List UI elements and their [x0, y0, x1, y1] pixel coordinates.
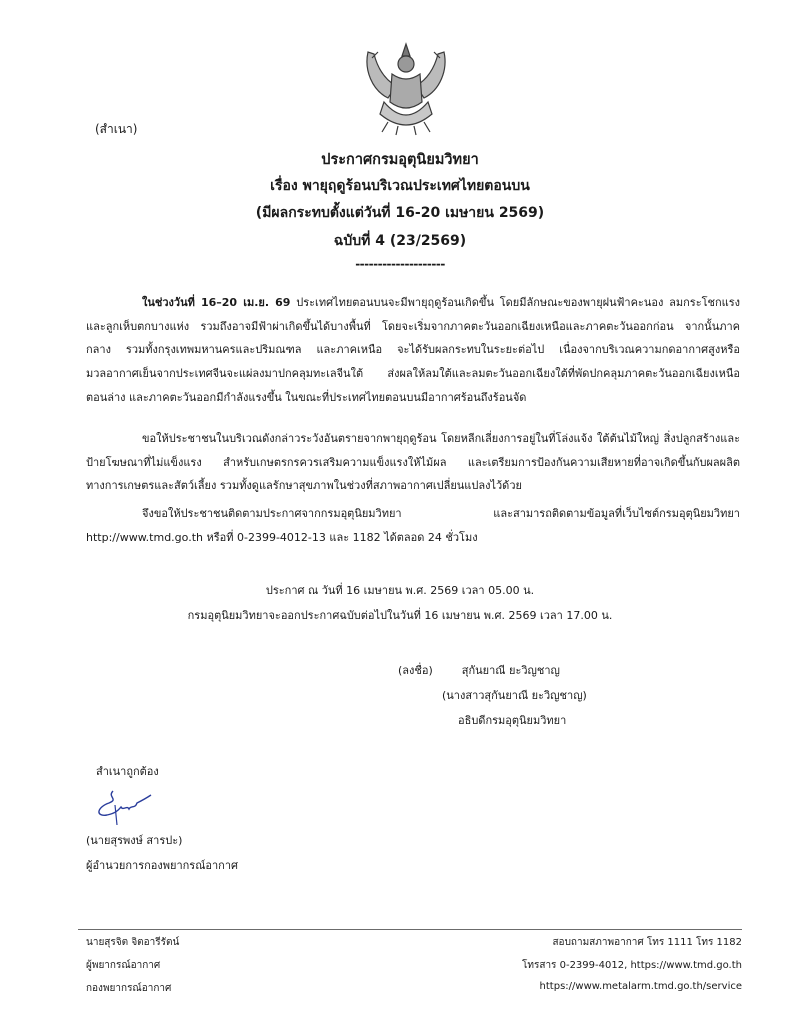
certified-copy-label: สำเนาถูกต้อง — [96, 765, 159, 778]
signatory-full-name: (นางสาวสุกันยาณี ยะวิญชาญ) — [442, 689, 587, 702]
footer-forecaster-name: นายสุรจิต จิตอารีรัตน์ — [86, 937, 180, 948]
signed-label: (ลงชื่อ) — [398, 664, 433, 677]
footer-forecaster-role: ผู้พยากรณ์อากาศ — [86, 960, 161, 971]
paragraph-lead: ในช่วงวันที่ 16–20 เม.ย. 69 — [142, 296, 291, 309]
issued-datetime: ประกาศ ณ วันที่ 16 เมษายน พ.ศ. 2569 เวลา 05.00 น. — [265, 584, 535, 597]
footer-division: กองพยากรณ์อากาศ — [86, 983, 172, 994]
footer-phone: สอบถามสภาพอากาศ โทร 1111 โทร 1182 — [552, 937, 742, 948]
document-title: ประกาศกรมอุตุนิยมวิทยา — [321, 152, 479, 168]
footer-fax-website: โทรสาร 0-2399-4012, https://www.tmd.go.th — [522, 960, 742, 971]
paragraph-contact — [86, 502, 740, 549]
footer-divider — [78, 929, 742, 930]
effective-period: (มีผลกระทบตั้งแต่วันที่ 16-20 เมษายน 2569) — [255, 205, 545, 221]
paragraph-warning — [86, 427, 740, 498]
document-subject: เรื่อง พายุฤดูร้อนบริเวณประเทศไทยตอนบน — [270, 178, 530, 194]
issue-number: ฉบับที่ 4 (23/2569) — [333, 233, 467, 249]
title-separator: -------------------- — [355, 257, 445, 271]
signatory-position: อธิบดีกรมอุตุนิยมวิทยา — [458, 714, 567, 727]
paragraph-forecast — [86, 291, 740, 410]
certifier-position: ผู้อำนวยการกองพยากรณ์อากาศ — [86, 859, 239, 872]
paragraph-text: ขอให้ประชาชนในบริเวณดังกล่าวระวังอันตรายจากพายุฤดูร้อน โดยหลีกเลี่ยงการอยู่ในที่โล่งแจ้ง ใต้ต้นไม้ใหญ่ สิ่งปลูกสร้างและป้ายโฆษณาที่ไม่แข็งแรง สำหรับเกษตรกรควรเสริมความแข็งแรงให้ไม้ผล และเตรียมการป้องกันความเสียหายที่อาจเกิดขึ้นกับผลผลิตทางการเกษตรและสัตว์เลี้ยง รวมทั้งดูแลรักษาสุขภาพในช่วงที่สภาพอากาศเปลี่ยนแปลงไว้ด้วย — [86, 432, 740, 493]
copy-tag: (สำเนา) — [95, 122, 138, 136]
certifier-name: (นายสุรพงษ์ สารปะ) — [86, 834, 183, 847]
paragraph-text: ประเทศไทยตอนบนจะมีพายุฤดูร้อนเกิดขึ้น โดยมีลักษณะของพายุฝนฟ้าคะนอง ลมกระโชกแรง และลูกเห็บตกบางแห่ง รวมถึงอาจมีฟ้าผ่าเกิดขึ้นได้บางพื้นที่ โดยจะเริ่มจากภาคตะวันออกเฉียงเหนือและภาคตะวันออกก่อน จากนั้นภาคกลาง รวมทั้งกรุงเทพมหานครและปริมณฑล และภาคเหนือ จะได้รับผลกระทบในระยะต่อไป เนื่องจากบริเวณความกดอากาศสูงหรือมวลอากาศเย็นจากประเทศจีนจะแผ่ลงมาปกคลุมทะเลจีนใต้ ส่งผลให้ลมใต้และลมตะวันออกเฉียงใต้ที่พัดปกคลุมภาคตะวันออกเฉียงเหนือตอนล่าง และภาคตะวันออกมีกำลังแรงขึ้น ในขณะที่ประเทศไทยตอนบนมีอากาศร้อนถึงร้อนจัด — [86, 296, 740, 404]
signature-line — [398, 661, 560, 679]
paragraph-text: จึงขอให้ประชาชนติดตามประกาศจากกรมอุตุนิยมวิทยา และสามารถติดตามข้อมูลที่เว็บไซต์กรมอุตุนิยมวิทยา http://www.tmd.go.th หรือที่ 0-2399-4012-13 และ 1182 ได้ตลอด 24 ชั่วโมง — [86, 507, 740, 544]
footer-service-link[interactable]: https://www.metalarm.tmd.go.th/service — [539, 981, 742, 992]
next-issue-datetime: กรมอุตุนิยมวิทยาจะออกประกาศฉบับต่อไปในวันที่ 16 เมษายน พ.ศ. 2569 เวลา 17.00 น. — [187, 609, 613, 622]
garuda-emblem-icon — [358, 40, 454, 138]
handwritten-signature-icon — [93, 787, 153, 827]
signed-name: สุกันยาณี ยะวิญชาญ — [461, 664, 560, 677]
